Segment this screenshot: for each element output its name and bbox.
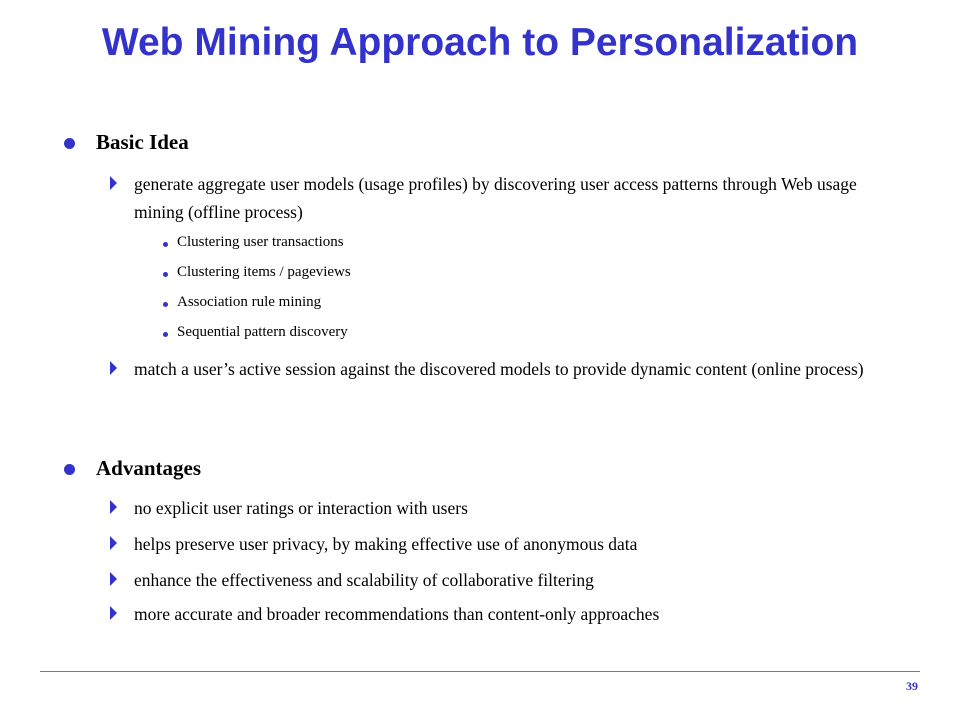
list-item: enhance the effectiveness and scalability of collaborative filtering xyxy=(110,566,900,594)
triangle-bullet-icon xyxy=(110,176,117,190)
list-item: more accurate and broader recommendations than content-only approaches xyxy=(110,600,900,628)
triangle-bullet-icon xyxy=(110,536,117,550)
list-item: match a user’s active session against the discovered models to provide dynamic content (online process) xyxy=(110,355,900,383)
triangle-bullet-icon xyxy=(110,361,117,375)
dot-bullet-icon xyxy=(163,302,168,307)
bullet-icon xyxy=(64,138,75,149)
triangle-bullet-icon xyxy=(110,500,117,514)
list-item: no explicit user ratings or interaction with users xyxy=(110,494,900,522)
dot-bullet-icon xyxy=(163,272,168,277)
footer-divider xyxy=(40,671,920,672)
triangle-bullet-icon xyxy=(110,606,117,620)
dot-bullet-icon xyxy=(163,242,168,247)
bullet-icon xyxy=(64,464,75,475)
slide-title: Web Mining Approach to Personalization xyxy=(101,21,859,64)
page-number: 39 xyxy=(906,679,918,693)
list-item: helps preserve user privacy, by making effective use of anonymous data xyxy=(110,530,900,558)
list-item: generate aggregate user models (usage profiles) by discovering user access patterns through Web usage mining (offline process) xyxy=(110,170,900,226)
triangle-bullet-icon xyxy=(110,572,117,586)
dot-bullet-icon xyxy=(163,332,168,337)
